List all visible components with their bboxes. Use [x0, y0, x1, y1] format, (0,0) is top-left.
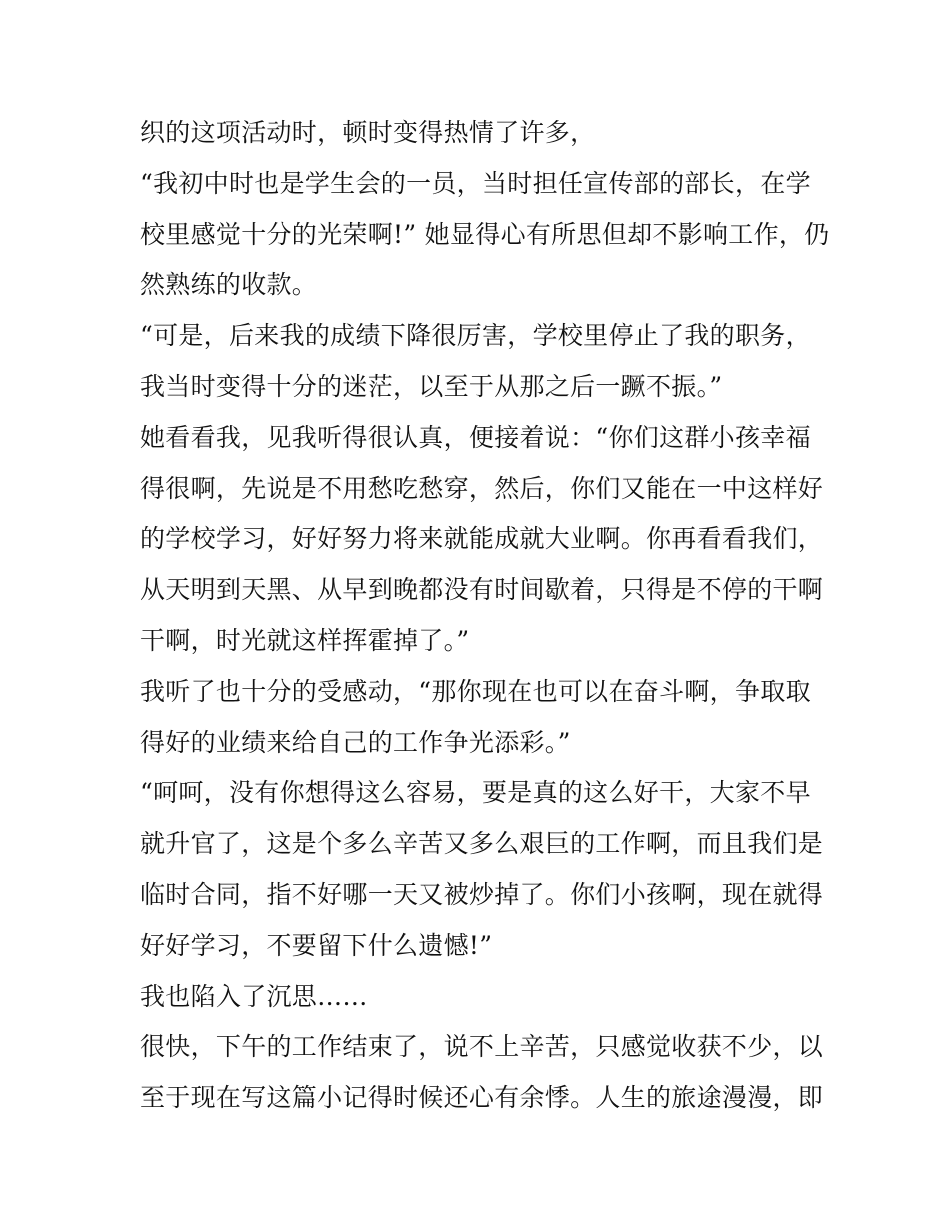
text-line: 我听了也十分的受感动，“那你现在也可以在奋斗啊，争取取 [140, 676, 811, 706]
text-line: 我当时变得十分的迷茫，以至于从那之后一蹶不振。” [140, 371, 723, 401]
text-line: 得很啊，先说是不用愁吃愁穿，然后，你们又能在一中这样好 [140, 473, 824, 503]
text-line: 然熟练的收款。 [140, 270, 318, 300]
text-line: “可是，后来我的成绩下降很厉害，学校里停止了我的职务， [140, 321, 811, 351]
text-line: 她看看我，见我听得很认真，便接着说：“你们这群小孩幸福 [140, 422, 811, 452]
text-line: 临时合同，指不好哪一天又被炒掉了。你们小孩啊，现在就得 [140, 879, 824, 909]
text-line: 就升官了，这是个多么辛苦又多么艰巨的工作啊，而且我们是 [140, 829, 824, 859]
body-text [140, 108, 830, 1124]
text-line: 我也陷入了沉思…… [140, 981, 368, 1011]
text-line: 好好学习，不要留下什么遗憾!” [140, 930, 493, 960]
text-line: “我初中时也是学生会的一员，当时担任宣传部的部长，在学 [140, 168, 811, 198]
text-line: 从天明到天黑、从早到晚都没有时间歇着，只得是不停的干啊 [140, 575, 824, 605]
text-line: 织的这项活动时，顿时变得热情了许多， [140, 118, 596, 147]
text-line: 干啊，时光就这样挥霍掉了。” [140, 625, 470, 655]
text-line: “呵呵，没有你想得这么容易，要是真的这么好干，大家不早 [140, 778, 811, 808]
text-line: 得好的业绩来给自己的工作争光添彩。” [140, 727, 571, 757]
text-line: 至于现在写这篇小记得时候还心有余悸。人生的旅途漫漫，即 [140, 1083, 824, 1113]
text-line: 的学校学习，好好努力将来就能成就大业啊。你再看看我们， [140, 524, 824, 554]
text-line: 很快，下午的工作结束了，说不上辛苦，只感觉收获不少，以 [140, 1032, 824, 1062]
text-line: 校里感觉十分的光荣啊!” 她显得心有所思但却不影响工作，仍 [140, 219, 830, 249]
